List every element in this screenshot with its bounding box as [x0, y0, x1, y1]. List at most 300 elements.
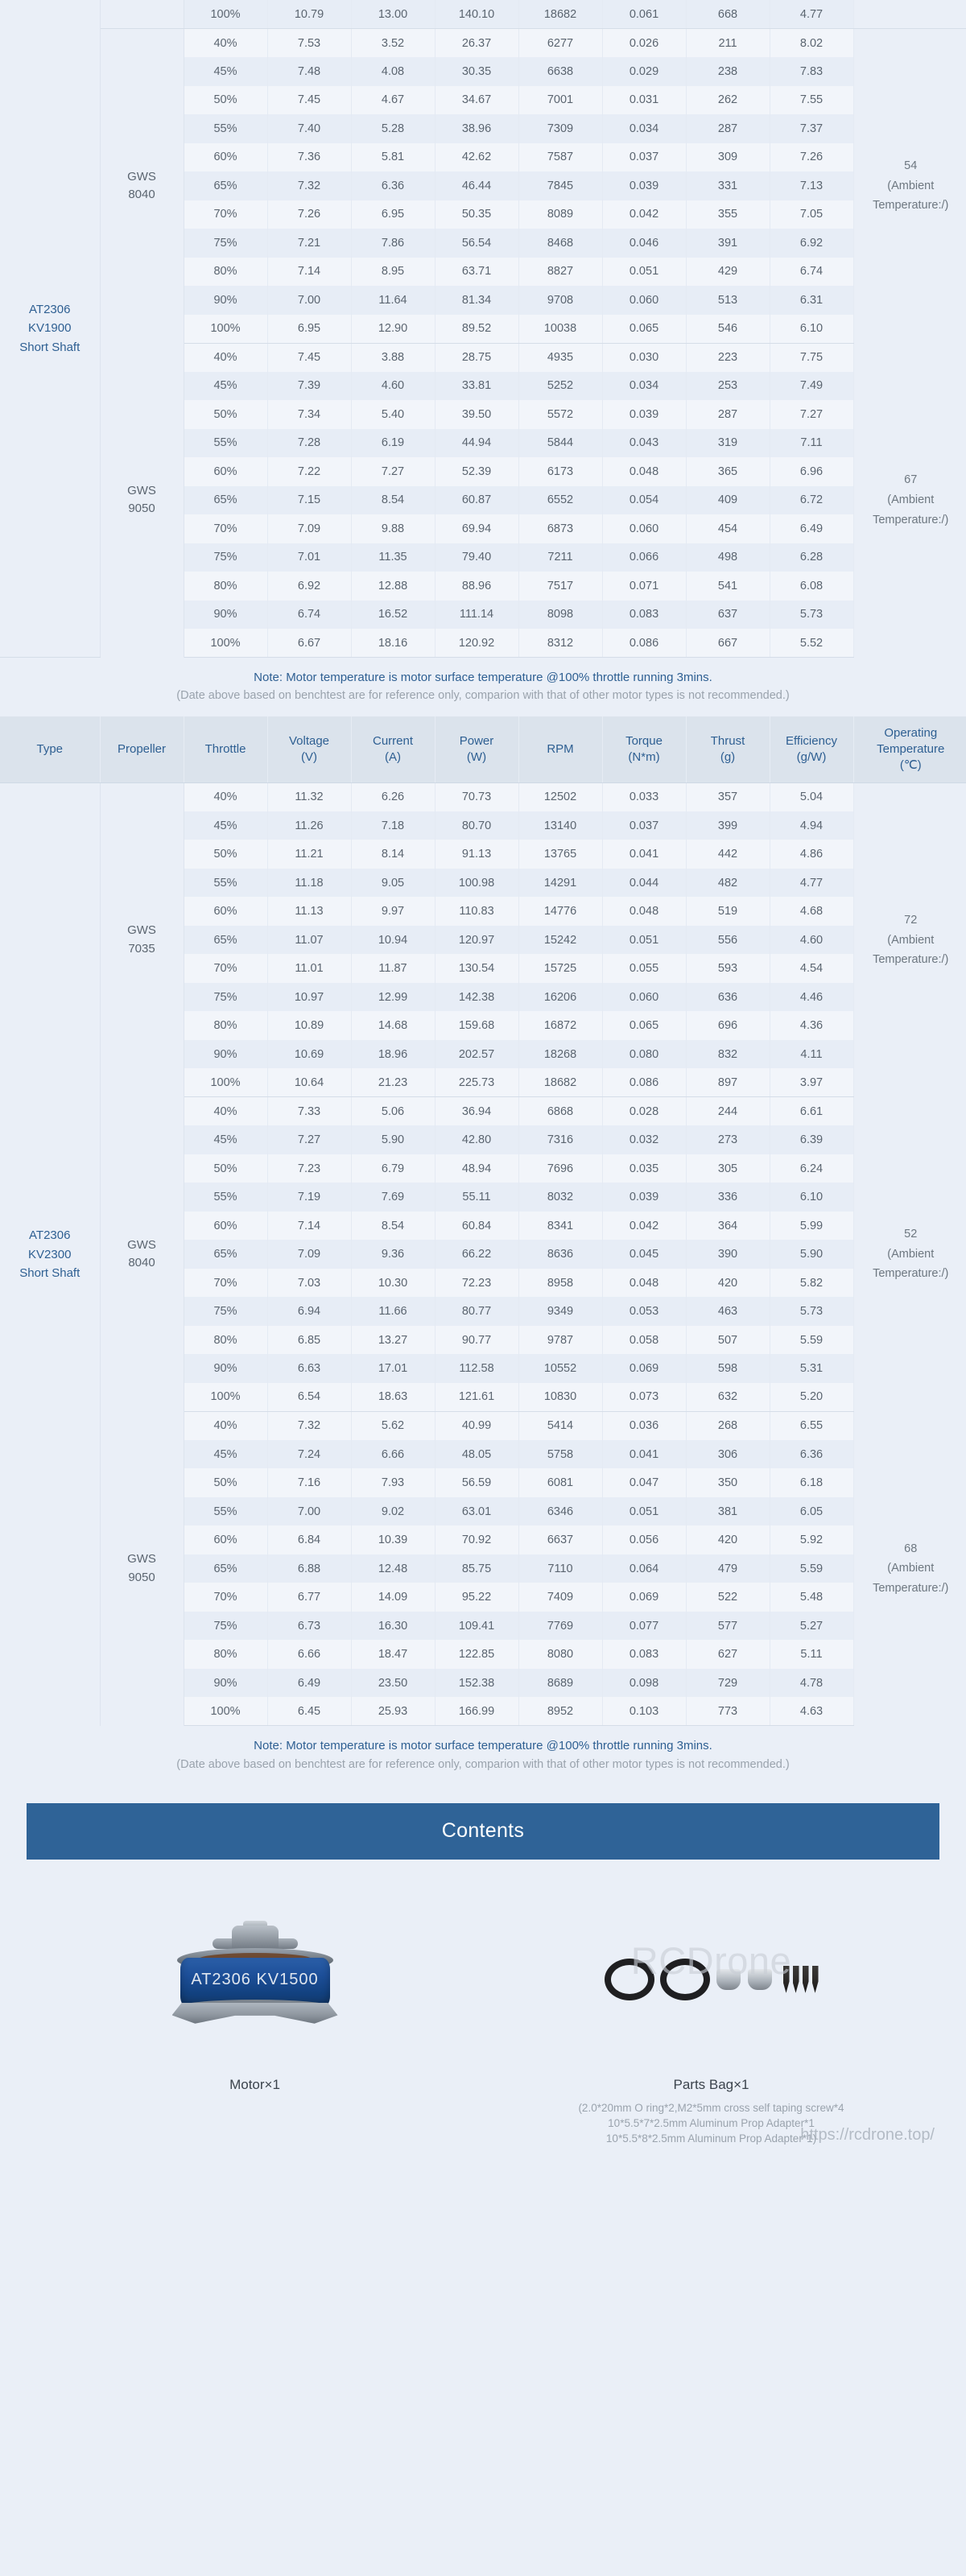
cell-torque: 0.041 [602, 1440, 686, 1469]
parts-bag-description-line2: 10*5.5*7*2.5mm Aluminum Prop Adapter*1 [608, 2116, 815, 2129]
cell-current: 4.08 [351, 57, 435, 86]
prop-adapter-icon [748, 1969, 772, 1990]
cell-torque: 0.080 [602, 1040, 686, 1069]
cell-current: 4.60 [351, 372, 435, 401]
cell-torque: 0.042 [602, 200, 686, 229]
cell-thrust: 442 [686, 840, 770, 869]
cell-throttle: 55% [184, 429, 267, 458]
cell-voltage: 7.15 [267, 486, 351, 515]
cell-torque: 0.066 [602, 543, 686, 572]
cell-current: 5.40 [351, 400, 435, 429]
cell-thrust: 420 [686, 1525, 770, 1554]
cell-voltage: 7.32 [267, 1411, 351, 1440]
cell-rpm: 8958 [518, 1269, 602, 1298]
cell-voltage: 7.28 [267, 429, 351, 458]
cell-throttle: 60% [184, 143, 267, 172]
cell-current: 11.64 [351, 286, 435, 315]
cell-throttle: 40% [184, 782, 267, 811]
cell-throttle: 40% [184, 1097, 267, 1126]
cell-current: 6.26 [351, 782, 435, 811]
cell-current: 17.01 [351, 1354, 435, 1383]
cell-voltage: 7.36 [267, 143, 351, 172]
cell-efficiency: 5.04 [770, 782, 853, 811]
cell-power: 42.62 [435, 143, 518, 172]
cell-torque: 0.065 [602, 1011, 686, 1040]
cell-rpm: 7001 [518, 86, 602, 115]
cell-throttle: 100% [184, 0, 267, 29]
cell-current: 5.81 [351, 143, 435, 172]
cell-power: 80.70 [435, 811, 518, 840]
cell-rpm: 7309 [518, 114, 602, 143]
cell-power: 44.94 [435, 429, 518, 458]
cell-voltage: 7.21 [267, 229, 351, 258]
cell-throttle: 100% [184, 315, 267, 344]
cell-rpm: 6277 [518, 29, 602, 58]
cell-power: 33.81 [435, 372, 518, 401]
cell-throttle: 80% [184, 258, 267, 287]
cell-efficiency: 7.27 [770, 400, 853, 429]
cell-thrust: 637 [686, 601, 770, 630]
cell-voltage: 6.77 [267, 1583, 351, 1612]
cell-rpm: 15242 [518, 926, 602, 955]
cell-rpm: 7409 [518, 1583, 602, 1612]
cell-efficiency: 4.77 [770, 869, 853, 898]
cell-torque: 0.031 [602, 86, 686, 115]
cell-current: 3.88 [351, 343, 435, 372]
cell-torque: 0.051 [602, 926, 686, 955]
cell-torque: 0.071 [602, 572, 686, 601]
cell-current: 4.67 [351, 86, 435, 115]
col-header-efficiency-line2: (g/W) [796, 750, 827, 765]
cell-voltage: 11.18 [267, 869, 351, 898]
col-header-voltage [267, 716, 351, 782]
cell-efficiency: 4.54 [770, 954, 853, 983]
cell-power: 91.13 [435, 840, 518, 869]
cell-throttle: 50% [184, 86, 267, 115]
col-header-voltage-line2: (V) [301, 750, 317, 765]
col-header-optemp-line1: Operating [884, 726, 938, 741]
cell-rpm: 8341 [518, 1212, 602, 1241]
cell-power: 60.87 [435, 486, 518, 515]
cell-throttle: 80% [184, 1640, 267, 1669]
cell-current: 10.39 [351, 1525, 435, 1554]
cell-voltage: 7.22 [267, 457, 351, 486]
cell-power: 70.92 [435, 1525, 518, 1554]
cell-current: 8.54 [351, 1212, 435, 1241]
cell-rpm: 7110 [518, 1554, 602, 1583]
motor-type-line3: Short Shaft [19, 1265, 80, 1280]
cell-torque: 0.029 [602, 57, 686, 86]
cell-efficiency: 6.96 [770, 457, 853, 486]
cell-efficiency: 4.36 [770, 1011, 853, 1040]
cell-thrust: 897 [686, 1068, 770, 1097]
contents-banner-title: Contents [27, 1803, 939, 1860]
cell-rpm: 18682 [518, 1068, 602, 1097]
cell-thrust: 507 [686, 1326, 770, 1355]
cell-efficiency: 7.55 [770, 86, 853, 115]
cell-throttle: 65% [184, 486, 267, 515]
optemp-ambient-line2: Temperature:/) [873, 513, 949, 526]
cell-torque: 0.033 [602, 782, 686, 811]
cell-throttle: 65% [184, 171, 267, 200]
cell-power: 88.96 [435, 572, 518, 601]
note-line-secondary: (Date above based on benchtest are for reference only, comparion with that of other motor types is not recommended.) [176, 689, 790, 703]
cell-thrust: 773 [686, 1697, 770, 1726]
cell-rpm: 6173 [518, 457, 602, 486]
cell-voltage: 7.34 [267, 400, 351, 429]
optemp-ambient-line2: Temperature:/) [873, 1581, 949, 1595]
optemp-value: 54 [904, 159, 918, 173]
cell-efficiency: 7.26 [770, 143, 853, 172]
cell-torque: 0.045 [602, 1240, 686, 1269]
cell-power: 34.67 [435, 86, 518, 115]
cell-rpm: 7769 [518, 1612, 602, 1641]
cell-throttle: 45% [184, 1440, 267, 1469]
cell-thrust: 355 [686, 200, 770, 229]
screw-icon [803, 1966, 809, 1993]
cell-efficiency: 5.31 [770, 1354, 853, 1383]
cell-voltage: 6.85 [267, 1326, 351, 1355]
cell-current: 9.36 [351, 1240, 435, 1269]
cell-power: 66.22 [435, 1240, 518, 1269]
cell-throttle: 60% [184, 897, 267, 926]
cell-current: 7.86 [351, 229, 435, 258]
cell-torque: 0.065 [602, 315, 686, 344]
optemp-value: 72 [904, 913, 918, 927]
cell-efficiency: 6.18 [770, 1468, 853, 1497]
cell-power: 95.22 [435, 1583, 518, 1612]
cell-torque: 0.039 [602, 171, 686, 200]
cell-motor-type [0, 782, 100, 1726]
cell-propeller [100, 1411, 184, 1726]
cell-torque: 0.060 [602, 514, 686, 543]
cell-voltage: 7.40 [267, 114, 351, 143]
cell-current: 14.09 [351, 1583, 435, 1612]
screw-icon [793, 1966, 799, 1993]
cell-current: 7.93 [351, 1468, 435, 1497]
cell-thrust: 365 [686, 457, 770, 486]
cell-current: 7.69 [351, 1183, 435, 1212]
propeller-line1: GWS [127, 1552, 156, 1567]
cell-throttle: 80% [184, 1326, 267, 1355]
cell-power: 63.71 [435, 258, 518, 287]
cell-rpm: 8827 [518, 258, 602, 287]
cell-efficiency: 5.11 [770, 1640, 853, 1669]
cell-throttle: 70% [184, 1583, 267, 1612]
col-header-throttle: Throttle [184, 716, 267, 782]
cell-rpm: 9708 [518, 286, 602, 315]
cell-throttle: 100% [184, 1068, 267, 1097]
cell-power: 225.73 [435, 1068, 518, 1097]
cell-voltage: 7.03 [267, 1269, 351, 1298]
cell-power: 56.54 [435, 229, 518, 258]
propeller-line2: 7035 [128, 941, 155, 956]
cell-torque: 0.061 [602, 0, 686, 29]
cell-efficiency: 7.75 [770, 343, 853, 372]
cell-thrust: 399 [686, 811, 770, 840]
cell-efficiency: 6.49 [770, 514, 853, 543]
table-header-row [0, 716, 966, 782]
note-block-1 [27, 658, 939, 716]
cell-throttle: 55% [184, 1497, 267, 1526]
cell-torque: 0.051 [602, 1497, 686, 1526]
cell-thrust: 364 [686, 1212, 770, 1241]
cell-throttle: 60% [184, 1525, 267, 1554]
cell-current: 13.00 [351, 0, 435, 29]
cell-rpm: 13140 [518, 811, 602, 840]
cell-rpm: 5758 [518, 1440, 602, 1469]
cell-throttle: 90% [184, 1669, 267, 1698]
cell-power: 85.75 [435, 1554, 518, 1583]
cell-voltage: 11.21 [267, 840, 351, 869]
parts-bag-description-line3: 10*5.5*8*2.5mm Aluminum Prop Adapter*1) [605, 2132, 817, 2145]
cell-voltage: 7.45 [267, 86, 351, 115]
cell-efficiency: 5.59 [770, 1554, 853, 1583]
cell-torque: 0.083 [602, 1640, 686, 1669]
parts-bag-description-line1: (2.0*20mm O ring*2,M2*5mm cross self taping screw*4 [578, 2101, 844, 2114]
cell-rpm: 4935 [518, 343, 602, 372]
cell-current: 11.66 [351, 1297, 435, 1326]
cell-efficiency: 5.90 [770, 1240, 853, 1269]
cell-throttle: 55% [184, 114, 267, 143]
cell-voltage: 7.32 [267, 171, 351, 200]
cell-torque: 0.056 [602, 1525, 686, 1554]
cell-current: 3.52 [351, 29, 435, 58]
cell-rpm: 7696 [518, 1154, 602, 1183]
cell-operating-temperature [853, 782, 966, 1097]
cell-propeller [100, 29, 184, 344]
cell-motor-type [0, 0, 100, 658]
cell-rpm: 8080 [518, 1640, 602, 1669]
cell-efficiency: 4.46 [770, 983, 853, 1012]
cell-thrust: 546 [686, 315, 770, 344]
cell-torque: 0.086 [602, 1068, 686, 1097]
cell-thrust: 262 [686, 86, 770, 115]
note-line-primary: Note: Motor temperature is motor surface temperature @100% throttle running 3mins. [254, 671, 712, 684]
cell-power: 109.41 [435, 1612, 518, 1641]
cell-rpm: 7211 [518, 543, 602, 572]
cell-power: 39.50 [435, 400, 518, 429]
cell-torque: 0.060 [602, 286, 686, 315]
cell-efficiency: 6.92 [770, 229, 853, 258]
cell-efficiency: 4.68 [770, 897, 853, 926]
cell-propeller [100, 343, 184, 658]
cell-current: 18.16 [351, 629, 435, 658]
cell-voltage: 6.54 [267, 1383, 351, 1412]
cell-throttle: 100% [184, 629, 267, 658]
cell-current: 6.95 [351, 200, 435, 229]
cell-throttle: 65% [184, 1240, 267, 1269]
propeller-line1: GWS [127, 483, 156, 497]
cell-efficiency: 4.77 [770, 0, 853, 29]
cell-voltage: 11.32 [267, 782, 351, 811]
cell-voltage: 11.13 [267, 897, 351, 926]
cell-power: 159.68 [435, 1011, 518, 1040]
cell-thrust: 696 [686, 1011, 770, 1040]
cell-power: 55.11 [435, 1183, 518, 1212]
cell-thrust: 336 [686, 1183, 770, 1212]
propeller-line1: GWS [127, 1237, 156, 1252]
cell-rpm: 7845 [518, 171, 602, 200]
cell-throttle: 40% [184, 29, 267, 58]
content-item-parts-bag [483, 1903, 939, 2146]
cell-throttle: 60% [184, 457, 267, 486]
cell-power: 42.80 [435, 1125, 518, 1154]
cell-power: 48.94 [435, 1154, 518, 1183]
cell-voltage: 7.01 [267, 543, 351, 572]
cell-torque: 0.039 [602, 1183, 686, 1212]
col-header-rpm: RPM [518, 716, 602, 782]
cell-rpm: 7517 [518, 572, 602, 601]
cell-thrust: 636 [686, 983, 770, 1012]
parts-bag-caption: Parts Bag×1 [673, 2076, 749, 2092]
cell-voltage: 10.89 [267, 1011, 351, 1040]
cell-throttle: 75% [184, 1297, 267, 1326]
cell-power: 120.92 [435, 629, 518, 658]
cell-torque: 0.048 [602, 1269, 686, 1298]
col-header-power-line2: (W) [466, 750, 487, 765]
cell-power: 90.77 [435, 1326, 518, 1355]
cell-power: 120.97 [435, 926, 518, 955]
cell-thrust: 729 [686, 1669, 770, 1698]
col-header-torque-line2: (N*m) [628, 750, 660, 765]
cell-throttle: 80% [184, 1011, 267, 1040]
cell-operating-temperature [853, 1097, 966, 1412]
cell-current: 10.30 [351, 1269, 435, 1298]
cell-efficiency: 7.05 [770, 200, 853, 229]
cell-torque: 0.048 [602, 457, 686, 486]
cell-voltage: 7.39 [267, 372, 351, 401]
o-ring-icon [605, 1959, 654, 2000]
cell-rpm: 5252 [518, 372, 602, 401]
cell-power: 72.23 [435, 1269, 518, 1298]
cell-torque: 0.086 [602, 629, 686, 658]
table-row [0, 343, 966, 372]
cell-voltage: 6.45 [267, 1697, 351, 1726]
cell-voltage: 11.01 [267, 954, 351, 983]
cell-torque: 0.035 [602, 1154, 686, 1183]
cell-voltage: 10.69 [267, 1040, 351, 1069]
cell-current: 9.05 [351, 869, 435, 898]
cell-rpm: 16206 [518, 983, 602, 1012]
optemp-ambient-line1: (Ambient [887, 493, 935, 506]
cell-thrust: 463 [686, 1297, 770, 1326]
col-header-efficiency [770, 716, 853, 782]
note-block-2 [27, 1726, 939, 1785]
cell-current: 12.99 [351, 983, 435, 1012]
cell-rpm: 6346 [518, 1497, 602, 1526]
performance-table-kv1900 [0, 0, 966, 658]
cell-rpm: 15725 [518, 954, 602, 983]
cell-throttle: 70% [184, 1269, 267, 1298]
cell-efficiency: 3.97 [770, 1068, 853, 1097]
cell-efficiency: 5.82 [770, 1269, 853, 1298]
col-header-type: Type [0, 716, 100, 782]
cell-power: 80.77 [435, 1297, 518, 1326]
cell-throttle: 50% [184, 840, 267, 869]
cell-efficiency: 6.08 [770, 572, 853, 601]
cell-voltage: 6.73 [267, 1612, 351, 1641]
cell-power: 60.84 [435, 1212, 518, 1241]
cell-throttle: 90% [184, 286, 267, 315]
cell-power: 166.99 [435, 1697, 518, 1726]
note-line-primary: Note: Motor temperature is motor surface temperature @100% throttle running 3mins. [254, 1739, 712, 1753]
cell-rpm: 13765 [518, 840, 602, 869]
cell-torque: 0.054 [602, 486, 686, 515]
cell-throttle: 55% [184, 869, 267, 898]
cell-voltage: 7.23 [267, 1154, 351, 1183]
motor-type-line1: AT2306 [29, 1228, 71, 1243]
cell-throttle: 70% [184, 954, 267, 983]
cell-torque: 0.073 [602, 1383, 686, 1412]
cell-thrust: 305 [686, 1154, 770, 1183]
cell-current: 5.28 [351, 114, 435, 143]
cell-torque: 0.036 [602, 1411, 686, 1440]
cell-current: 11.35 [351, 543, 435, 572]
cell-voltage: 7.33 [267, 1097, 351, 1126]
cell-voltage: 7.00 [267, 286, 351, 315]
cell-rpm: 18268 [518, 1040, 602, 1069]
cell-throttle: 75% [184, 1612, 267, 1641]
cell-torque: 0.037 [602, 143, 686, 172]
motor-bell-label: AT2306 KV1500 [191, 1970, 319, 1988]
cell-efficiency: 6.05 [770, 1497, 853, 1526]
cell-voltage: 6.67 [267, 629, 351, 658]
cell-efficiency: 6.72 [770, 486, 853, 515]
cell-efficiency: 4.11 [770, 1040, 853, 1069]
cell-power: 38.96 [435, 114, 518, 143]
cell-voltage: 7.14 [267, 258, 351, 287]
cell-throttle: 80% [184, 572, 267, 601]
cell-thrust: 577 [686, 1612, 770, 1641]
cell-current: 6.19 [351, 429, 435, 458]
col-header-optemp-line2: Temperature [877, 742, 945, 757]
cell-current: 9.02 [351, 1497, 435, 1526]
cell-thrust: 556 [686, 926, 770, 955]
col-header-current [351, 716, 435, 782]
cell-efficiency: 4.60 [770, 926, 853, 955]
motor-type-line3: Short Shaft [19, 340, 80, 354]
cell-efficiency: 4.94 [770, 811, 853, 840]
cell-efficiency: 6.10 [770, 315, 853, 344]
cell-rpm: 9349 [518, 1297, 602, 1326]
cell-rpm: 14291 [518, 869, 602, 898]
cell-power: 152.38 [435, 1669, 518, 1698]
cell-current: 23.50 [351, 1669, 435, 1698]
cell-thrust: 832 [686, 1040, 770, 1069]
cell-current: 7.27 [351, 457, 435, 486]
cell-rpm: 8952 [518, 1697, 602, 1726]
col-header-current-line1: Current [372, 734, 414, 749]
cell-power: 202.57 [435, 1040, 518, 1069]
cell-torque: 0.044 [602, 869, 686, 898]
cell-torque: 0.026 [602, 29, 686, 58]
cell-throttle: 50% [184, 400, 267, 429]
cell-torque: 0.046 [602, 229, 686, 258]
propeller-line2: 9050 [128, 502, 155, 516]
cell-current: 18.96 [351, 1040, 435, 1069]
motor-caption: Motor×1 [229, 2076, 280, 2092]
cell-current: 6.79 [351, 1154, 435, 1183]
cell-power: 50.35 [435, 200, 518, 229]
prop-adapter-icon [716, 1969, 741, 1990]
cell-thrust: 306 [686, 1440, 770, 1469]
col-header-torque-line1: Torque [625, 734, 663, 749]
cell-power: 26.37 [435, 29, 518, 58]
cell-current: 14.68 [351, 1011, 435, 1040]
cell-torque: 0.037 [602, 811, 686, 840]
cell-efficiency: 4.63 [770, 1697, 853, 1726]
